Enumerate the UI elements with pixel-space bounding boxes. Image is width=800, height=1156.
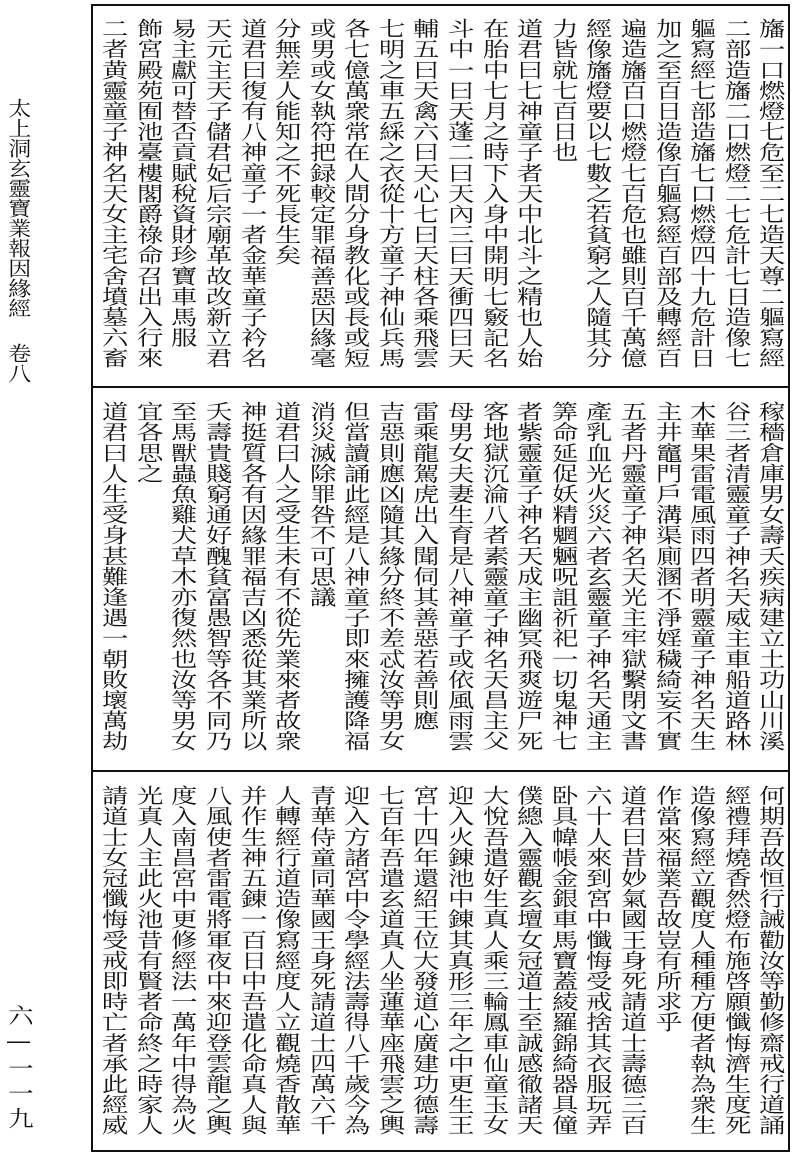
text-column: 五者丹靈童子神名天光主牢獄繫閉文書: [616, 401, 648, 752]
volume-label: 卷八: [4, 343, 32, 383]
text-column: 大悅吾遣好生真人乘三輪鳳車仙童玉女: [477, 785, 509, 1136]
text-column: 易主獻可替否貢賦稅資財珍寶車馬服: [166, 18, 198, 348]
text-column: 加之至百日造像百軀寫經百部及轉經百: [650, 18, 682, 369]
text-column: 軀寫經七部造旛七口燃燈四十九危計日: [685, 18, 717, 369]
register-divider-lower: [91, 770, 790, 772]
text-column: 道君曰人生受身甚難逢遇一朝敗壞萬劫: [97, 401, 129, 752]
text-column: 木華果雷電風雨四者明靈童子神名天生: [685, 401, 717, 752]
text-column: 各七億萬衆常在人間分身教化或長或短: [339, 18, 371, 369]
text-column: 筭命延促妖精魍魎呪詛祈祀一切鬼神七: [547, 401, 578, 752]
text-column: 至馬獸蟲魚雞犬草木亦復然也汝等男女: [166, 401, 198, 752]
text-column: 力皆就七百日也: [547, 18, 578, 163]
text-column: 道君曰復有八神童子一者金華童子衿名: [235, 18, 267, 369]
text-column: 雷乘龍駕虎出入聞伺其善惡若善則應: [408, 401, 440, 731]
text-column: 度入南昌宮中更修經法一萬年中得為火: [166, 785, 198, 1136]
text-column: 消災滅除罪咎不可思議: [305, 401, 336, 607]
register-top: [95, 6, 787, 385]
text-column: 者紫靈童子神名天成主幽冥飛爽遊尸死: [512, 401, 544, 752]
register-divider-upper: [91, 386, 790, 388]
text-column: 道君曰人之受生未有不從先業來者故衆: [270, 401, 302, 752]
text-column: 僕總入靈觀玄壇女冠道士至誠感徹諸天: [512, 785, 544, 1136]
text-column: 飾宮殿苑囿池臺樓閣爵祿命召出入行來: [132, 18, 163, 369]
text-column: 遍造旛百口燃燈七百危也雖則百千萬億: [616, 18, 648, 369]
text-column: 二部造旛二口燃燈二七危計七日造像七: [720, 18, 751, 369]
text-column: 卧具幃帳金銀車馬寶蓋綾羅錦綺器具僮: [547, 785, 578, 1136]
text-column: 在胎中七月之時下入身中開明七竅記名: [477, 18, 509, 369]
text-column: 或男或女執符把録較定罪福善惡因緣毫: [305, 18, 336, 369]
text-column: 請道士女冠懺悔受戒即時亡者承此經威: [97, 785, 129, 1136]
text-column: 青華侍童同華國王身死請道士四萬六千: [305, 785, 336, 1136]
text-column: 神挺質各有因緣罪福吉凶悉從其業所以: [235, 401, 267, 752]
text-column: 道君曰七神童子者天中北斗之精也人始: [512, 18, 544, 369]
text-column: 迎入方諸宮中令學經法壽得八千歲今為: [339, 785, 371, 1136]
text-column: 七明之車五綵之衣從十方童子神仙兵馬: [374, 18, 405, 369]
text-column: 八風使者雷電將軍夜中來迎登雲龍之輿: [201, 785, 232, 1136]
text-column: 但當讀誦此經是八神童子即來擁護降福: [339, 401, 371, 752]
text-column: 人轉經行道造像寫經度人立觀燒香散華: [270, 785, 302, 1136]
text-column: 天元主天子儲君妃后宗廟革故改新立君: [201, 18, 232, 369]
text-column: 經禮拜燒香然燈布施啓願懺悔濟生度死: [720, 785, 751, 1136]
page-number: 六—一一九: [4, 1004, 33, 1132]
text-column: 稼穡倉庫男女壽夭疾病建立土功山川溪: [754, 401, 786, 752]
register-middle: [95, 389, 787, 769]
text-column: 宮十四年還紹王位大發道心廣建功德壽: [408, 785, 440, 1136]
text-column: 宜各思之: [132, 401, 163, 484]
text-column: 造像寫經立觀度人種種方便者執為衆生: [685, 785, 717, 1136]
text-column: 光真人主此火池昔有賢者命終之時家人: [132, 785, 163, 1136]
register-bottom: [95, 773, 787, 1149]
text-column: 道君曰昔妙氣國王身死請道士壽德三百: [616, 785, 648, 1136]
text-column: 主井竈門戶溝渠廁溷不淨婬穢綺妄不實: [650, 401, 682, 752]
text-column: 七百年吾遣玄道真人坐蓮華座飛雲之輿: [374, 785, 405, 1136]
text-column: 斗中一曰天蓬二曰天內三曰天衝四曰天: [443, 18, 475, 369]
text-column: 谷三者清靈童子神名天威主車船道路林: [720, 401, 751, 752]
text-column: 母男女夫妻生育是八神童子或依風雨雲: [443, 401, 475, 752]
text-column: 迎入火錬池中錬其真形三年之中更生王: [443, 785, 475, 1136]
text-column: 作當來福業吾故豈有所求乎: [650, 785, 682, 1033]
text-column: 輔五曰天禽六曰天心七曰天柱各乘飛雲: [408, 18, 440, 369]
book-title: 太上洞玄靈寶業報因緣經: [4, 98, 32, 318]
text-column: 產乳血光火災六者玄靈童子神名天通主: [581, 401, 613, 752]
text-column: 六十人來到宮中懺悔受戒捨其衣服玩弄: [581, 785, 613, 1136]
text-column: 分無差人能知之不死長生矣: [270, 18, 302, 266]
text-column: 經像旛燈要以七數之若貧窮之人隨其分: [581, 18, 613, 369]
text-column: 夭壽貴賤窮通好醜貧富愚智等各不同乃: [201, 401, 232, 752]
text-column: 并作生神五錬一百日中吾遣化命真人與: [235, 785, 267, 1136]
text-column: 旛一口燃燈七危至二七造天尊二軀寫經: [754, 18, 786, 369]
text-column: 二者黄靈童子神名天女主宅舍墳墓六畜: [97, 18, 129, 369]
text-column: 吉惡則應凶隨其緣分終不差忒汝等男女: [374, 401, 405, 752]
text-column: 客地獄沉淪八者素靈童子神名天昌主父: [477, 401, 509, 752]
text-column: 何期吾故恒行誡勸汝等勤修齋戒行道誦: [754, 785, 786, 1136]
